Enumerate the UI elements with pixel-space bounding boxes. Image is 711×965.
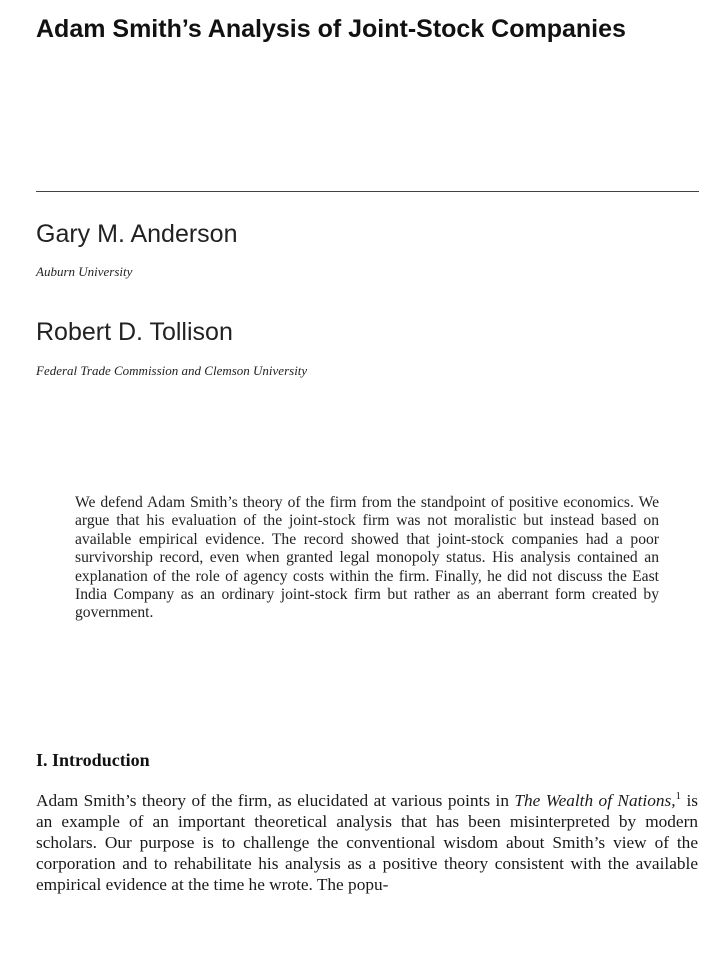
abstract-text: We defend Adam Smith’s theory of the firm from the standpoint of positive economics. We argue that his evaluation of the joint-stock firm was not moralistic but instead based on available empirical evidence. The record showed that joint-stock companies had a poor survivorship record, even when granted legal monopoly status. His analysis contained an explanation of the role of agency costs within the firm. Finally, he did not discuss the East India Company as an ordinary joint-stock firm but rather as an aberrant form created by government. [75,494,659,622]
author-name: Gary M. Anderson [36,220,238,248]
book-title: The Wealth of Nations, [514,791,676,810]
section-heading: I. Introduction [36,750,150,770]
footnote-marker[interactable]: 1 [675,790,682,803]
paper-title: Adam Smith’s Analysis of Joint-Stock Companies [36,15,626,43]
paragraph-rest: is an example of an important theoretical analysis that has been misinterpreted by modern scholars. Our purpose is to challenge the conventional wisdom about Smith’s view of the corporation and to rehabilitate his analysis as a positive theory consistent with the available empirical evidence at the time he wrote. The popu- [36,791,698,894]
author-name: Robert D. Tollison [36,318,233,346]
paragraph-start: Adam Smith’s theory of the firm, as elucidated at various points in [36,791,509,810]
title-divider [36,191,699,192]
author-affiliation: Federal Trade Commission and Clemson University [36,363,308,378]
author-affiliation: Auburn University [36,264,133,279]
body-paragraph [36,790,698,895]
